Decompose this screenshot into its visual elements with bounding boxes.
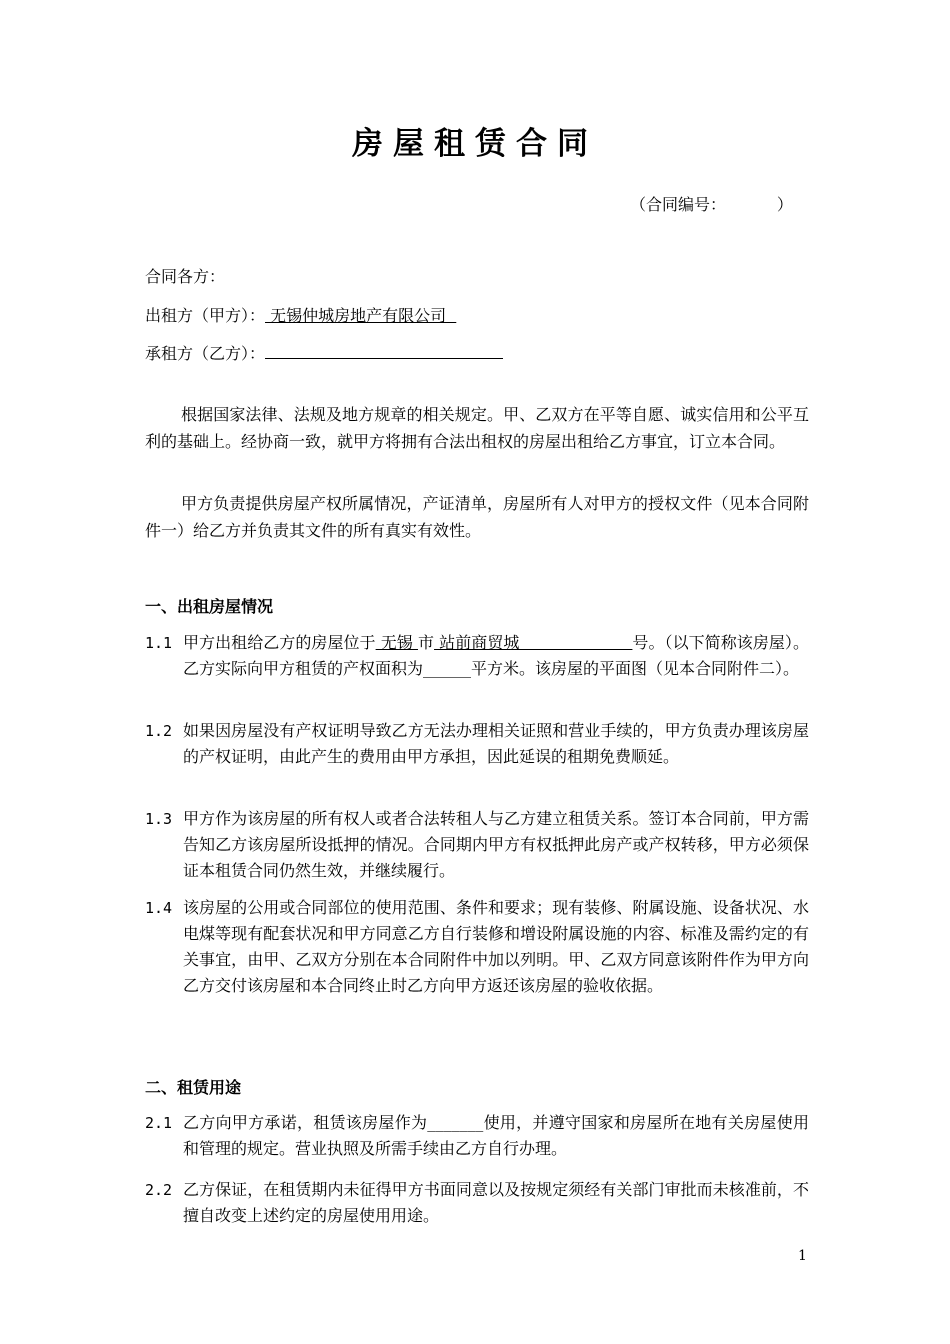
clause-number: 1.4 — [145, 899, 173, 917]
lessee-line — [145, 341, 503, 364]
clause-2-1 — [145, 1110, 809, 1162]
clause-text: 如果因房屋没有产权证明导致乙方无法办理相关证照和营业手续的，甲方负责办理该房屋的产权证明，由此产生的费用由甲方承担，因此延误的租期免费顺延。 — [183, 721, 809, 766]
clause-1-3 — [145, 806, 809, 884]
section-2-heading: 二、租赁用途 — [145, 1078, 242, 1097]
clause-1-2 — [145, 718, 809, 770]
intro-paragraph-2: 甲方负责提供房屋产权所属情况，产证清单，房屋所有人对甲方的授权文件（见本合同附件一）给乙方并负责其文件的所有真实有效性。 — [145, 494, 809, 540]
intro-paragraph-1: 根据国家法律、法规及地方规章的相关规定。甲、乙双方在平等自愿、诚实信用和公平互利的基础上。经协商一致，就甲方将拥有合法出租权的房屋出租给乙方事宜，订立本合同。 — [145, 405, 809, 451]
clause-number: 1.1 — [145, 634, 173, 652]
clause-text: 甲方出租给乙方的房屋位于 无锡 市 站前商贸城 号。（以下简称该房屋）。乙方实际向甲方租赁的产权面积为______平方米。该房屋的平面图（见本合同附件二）。 — [183, 633, 809, 678]
address-field: 站前商贸城 — [434, 633, 633, 652]
clause-text: 乙方保证，在租赁期内未征得甲方书面同意以及按规定须经有关部门审批而未核准前，不擅自改变上述约定的房屋使用用途。 — [183, 1180, 809, 1225]
lessor-name: 无锡仲城房地产有限公司 — [265, 306, 457, 325]
document-title: 房屋租赁合同 — [352, 126, 598, 162]
clause-text: 该房屋的公用或合同部位的使用范围、条件和要求；现有装修、附属设施、设备状况、水电煤等现有配套状况和甲方同意乙方自行装修和增设附属设施的内容、标准及需约定的有关事宜，由甲、乙双方分别在本合同附件中加以列明。甲、乙双方同意该附件作为甲方向乙方交付该房屋和本合同终止时乙方向甲方返还该房屋的验收依据。 — [183, 898, 809, 995]
lessor-label: 出租方（甲方）： — [145, 306, 266, 325]
clause-number: 1.3 — [145, 810, 173, 828]
page-number: 1 — [798, 1248, 807, 1264]
area-blank: ______ — [423, 659, 472, 678]
use-blank: _______ — [427, 1113, 484, 1132]
lessor-line — [145, 303, 456, 326]
clause-number: 2.2 — [145, 1181, 173, 1199]
clause-number: 2.1 — [145, 1114, 173, 1132]
clause-1-4 — [145, 895, 809, 999]
parties-header: 合同各方： — [145, 267, 226, 286]
contract-number: （合同编号： ） — [630, 195, 793, 214]
clause-number: 1.2 — [145, 722, 173, 740]
clause-text: 乙方向甲方承诺，租赁该房屋作为_______使用，并遵守国家和房屋所在地有关房屋使用和管理的规定。营业执照及所需手续由乙方自行办理。 — [183, 1113, 809, 1158]
clause-1-1 — [145, 630, 809, 682]
city-field: 无锡 — [375, 633, 418, 652]
lessee-label: 承租方（乙方）： — [145, 344, 266, 363]
clause-text: 甲方作为该房屋的所有权人或者合法转租人与乙方建立租赁关系。签订本合同前，甲方需告知乙方该房屋所设抵押的情况。合同期内甲方有权抵押此房产或产权转移，甲方必须保证本租赁合同仍然生效，并继续履行。 — [183, 809, 809, 880]
clause-2-2 — [145, 1177, 809, 1229]
lessee-blank — [265, 342, 503, 359]
section-1-heading: 一、出租房屋情况 — [145, 597, 274, 616]
